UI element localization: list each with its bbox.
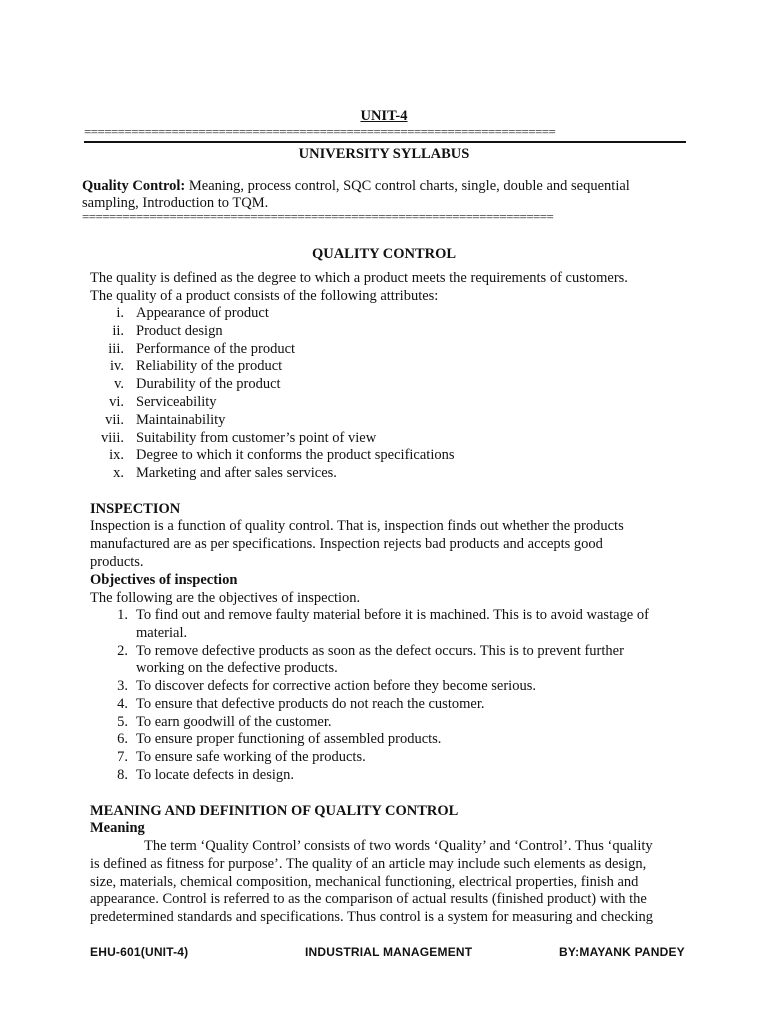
meaning-heading: MEANING AND DEFINITION OF QUALITY CONTROL (90, 803, 459, 819)
syllabus-heading: UNIVERSITY SYLLABUS (298, 146, 470, 162)
meaning-line-1: The term ‘Quality Control’ consists of two words ‘Quality’ and ‘Control’. Thus ‘quality (144, 838, 653, 854)
unit-title: UNIT-4 (360, 108, 408, 124)
meaning-line-3: size, materials, chemical composition, mechanical functioning, electrical properties, finish and (90, 874, 639, 890)
syllabus-line-2: sampling, Introduction to TQM. (82, 195, 269, 211)
qc-intro-1: The quality is defined as the degree to which a product meets the requirements of customers. (90, 270, 628, 286)
divider-syllabus: ====================================================================== (82, 213, 554, 221)
syllabus-line-1 (82, 178, 630, 196)
syllabus-text-1: Meaning, process control, SQC control charts, single, double and sequential (188, 178, 630, 194)
double-rule (84, 141, 686, 143)
syllabus-label: Quality Control: (82, 178, 186, 194)
meaning-subheading: Meaning (90, 820, 145, 836)
footer-left: EHU-601(UNIT-4) (90, 945, 189, 959)
meaning-line-4: appearance. Control is referred to as the comparison of actual results (finished product) with the (90, 891, 647, 907)
objectives-heading: Objectives of inspection (90, 572, 238, 588)
objectives-intro: The following are the objectives of inspection. (90, 590, 361, 606)
attributes-list: i. Appearance of product ii. Product design iii. Performance of the product iv. Reliability of the product v. Durability of the product vi. Serviceability vii. Maintainability viii. Suitability from customer’s point of view ix. Degree to which it conforms the product specifications x. Marketing and after sales services. (101, 305, 455, 481)
quality-control-heading: QUALITY CONTROL (311, 246, 457, 262)
inspection-heading: INSPECTION (90, 501, 181, 517)
meaning-line-5: predetermined standards and specifications. Thus control is a system for measuring and checking (90, 909, 654, 925)
inspection-para-2: manufactured are as per specifications. Inspection rejects bad products and accepts good (90, 536, 603, 552)
divider-top: ====================================================================== (84, 128, 556, 136)
inspection-para-1: Inspection is a function of quality control. That is, inspection finds out whether the products (90, 518, 624, 534)
objectives-list: 1. To find out and remove faulty material before it is machined. This is to avoid wastage of material. 2. To remove defective products as soon as the defect occurs. This is to prevent further working on the defective products. 3. To discover defects for corrective action before they become serious. 4. To ensure that defective products do not reach the customer. 5. To earn goodwill of the customer. 6. To ensure proper functioning of assembled products. 7. To ensure safe working of the products. 8. To locate defects in design. (117, 607, 649, 783)
footer-right: BY:MAYANK PANDEY (559, 945, 685, 959)
footer-center: INDUSTRIAL MANAGEMENT (305, 945, 473, 959)
qc-intro-2: The quality of a product consists of the following attributes: (90, 288, 439, 304)
meaning-line-2: is defined as fitness for purpose’. The quality of an article may include such elements as design, (90, 856, 647, 872)
inspection-para-3: products. (90, 554, 144, 570)
